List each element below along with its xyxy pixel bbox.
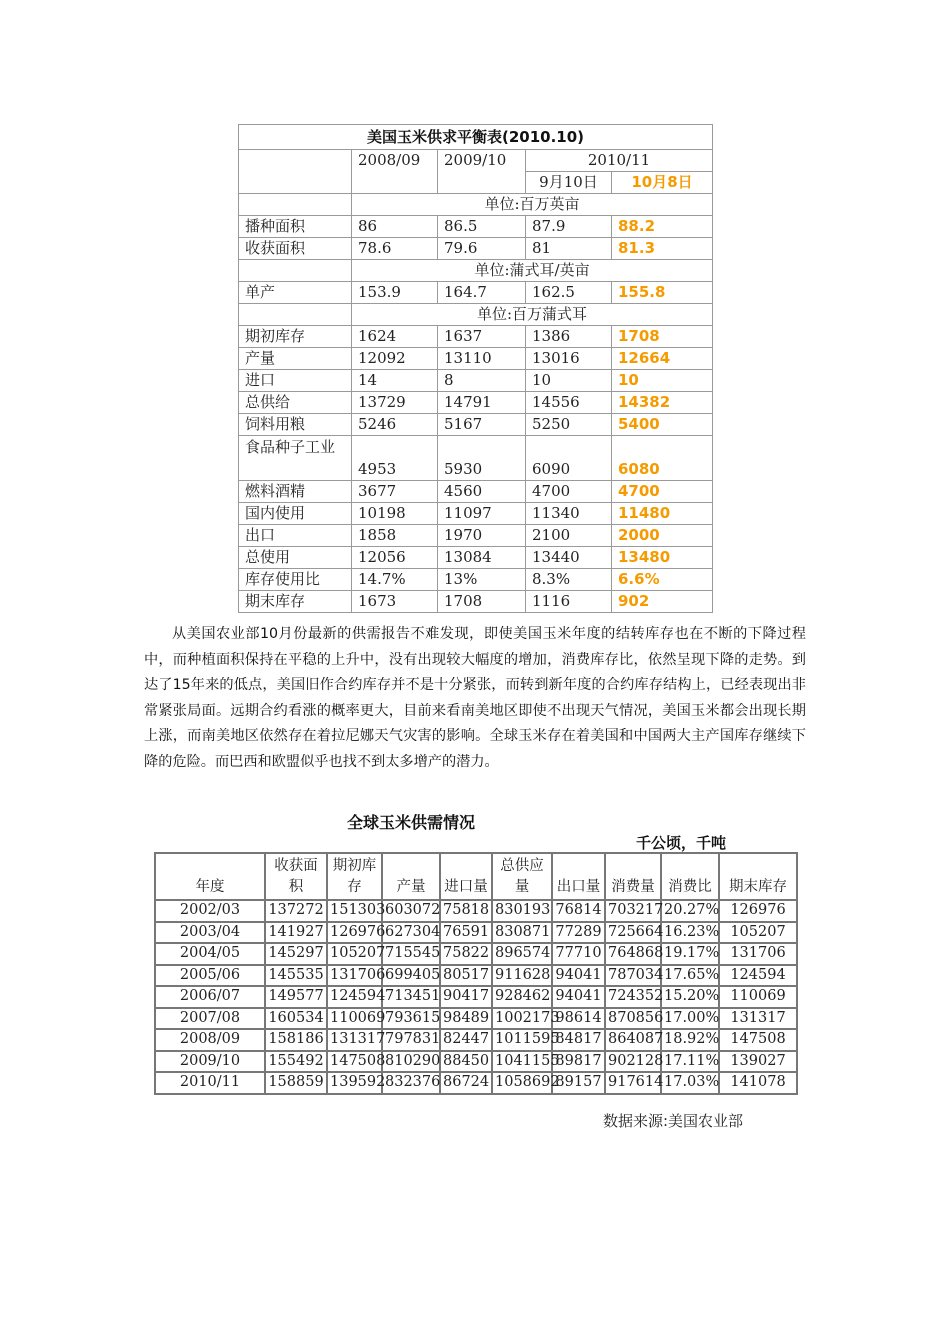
table2-cell: 131317: [327, 1029, 382, 1051]
table1-cell: 4700: [612, 481, 713, 503]
table2-row: [155, 1029, 797, 1051]
table2-column-header: 进口量: [440, 853, 492, 900]
table1-year-2008: 2008/09: [352, 150, 438, 194]
table2-cell: 158859: [265, 1072, 327, 1094]
table1-cell: 86.5: [438, 216, 526, 238]
table2-cell: 131706: [719, 943, 797, 965]
table1-unit-label: 单位:蒲式耳/英亩: [352, 260, 713, 282]
table2-column-header: 总供应量: [492, 853, 552, 900]
table2-cell: 832376: [382, 1072, 440, 1094]
table1-row-label: 燃料酒精: [239, 481, 352, 503]
table1-row-label: 产量: [239, 348, 352, 370]
table1-row-label: 期末库存: [239, 591, 352, 613]
table1-row: [239, 569, 713, 591]
table2-title: 全球玉米供需情况: [347, 813, 476, 832]
table2-cell: 764868: [605, 943, 661, 965]
table2-cell: 725664: [605, 922, 661, 944]
table1-cell: 88.2: [612, 216, 713, 238]
table2-unit: 千公顷，千吨: [636, 834, 727, 852]
table2-cell: 160534: [265, 1008, 327, 1030]
table1-cell: 13%: [438, 569, 526, 591]
table1-cell: 13016: [526, 348, 612, 370]
table2-cell: 713451: [382, 986, 440, 1008]
table2-cell: 793615: [382, 1008, 440, 1030]
global-corn-table: [154, 852, 798, 1095]
table1-year-2010: 2010/11: [526, 150, 713, 172]
table2-cell: 17.03%: [661, 1072, 719, 1094]
table1-cell: 12664: [612, 348, 713, 370]
table2-cell: 126976: [327, 922, 382, 944]
table2-cell: 797831: [382, 1029, 440, 1051]
table2-year-cell: 2007/08: [155, 1008, 265, 1030]
table1-cell: 4953: [352, 436, 438, 481]
table1-cell: 6080: [612, 436, 713, 481]
table1-cell: 14791: [438, 392, 526, 414]
table1-row-label: 进口: [239, 370, 352, 392]
table2-cell: 20.27%: [661, 900, 719, 922]
table2-cell: 84817: [552, 1029, 605, 1051]
table2-cell: 105207: [719, 922, 797, 944]
table2-cell: 149577: [265, 986, 327, 1008]
table1-cell: 1708: [438, 591, 526, 613]
table2-row: [155, 965, 797, 987]
table2-column-header: 年度: [155, 853, 265, 900]
table2-cell: 75822: [440, 943, 492, 965]
table1-row: [239, 282, 713, 304]
table2-cell: 1058692: [492, 1072, 552, 1094]
table2-cell: 17.65%: [661, 965, 719, 987]
table2-cell: 896574: [492, 943, 552, 965]
table1-cell: 1637: [438, 326, 526, 348]
table1-cell: 8: [438, 370, 526, 392]
table1-row-label: 总使用: [239, 547, 352, 569]
table1-cell: 1858: [352, 525, 438, 547]
table2-cell: 830871: [492, 922, 552, 944]
table2-column-header: 消费比: [661, 853, 719, 900]
table1-unit-blank-cell: [239, 194, 352, 216]
table1-cell: 14: [352, 370, 438, 392]
table2-cell: 90417: [440, 986, 492, 1008]
table1-cell: 12056: [352, 547, 438, 569]
table1-cell: 86: [352, 216, 438, 238]
table1-row: [239, 238, 713, 260]
table1-cell: 902: [612, 591, 713, 613]
table2-row: [155, 1051, 797, 1073]
table2-cell: 1002173: [492, 1008, 552, 1030]
table2-year-cell: 2003/04: [155, 922, 265, 944]
table1-corner-cell: [239, 150, 352, 194]
table2-cell: 18.92%: [661, 1029, 719, 1051]
table2-row: [155, 1008, 797, 1030]
table2-cell: 110069: [719, 986, 797, 1008]
data-source: 数据来源:美国农业部: [603, 1112, 744, 1130]
table2-cell: 703217: [605, 900, 661, 922]
table2-cell: 724352: [605, 986, 661, 1008]
table2-cell: 917614: [605, 1072, 661, 1094]
table1-sub-sep10: 9月10日: [526, 172, 612, 194]
table2-cell: 864087: [605, 1029, 661, 1051]
table2-column-header: 产量: [382, 853, 440, 900]
table2-year-cell: 2005/06: [155, 965, 265, 987]
table1-unit-blank-cell: [239, 260, 352, 282]
table2-cell: 76591: [440, 922, 492, 944]
table2-cell: 88450: [440, 1051, 492, 1073]
table2-row: [155, 986, 797, 1008]
table2-cell: 715545: [382, 943, 440, 965]
table2-cell: 155492: [265, 1051, 327, 1073]
table1-row-label: 期初库存: [239, 326, 352, 348]
table2-cell: 16.23%: [661, 922, 719, 944]
table1-cell: 5250: [526, 414, 612, 436]
table1-row: [239, 414, 713, 436]
table1-cell: 1708: [612, 326, 713, 348]
table2-column-header: 期初库存: [327, 853, 382, 900]
table1-row: [239, 481, 713, 503]
table1-cell: 10198: [352, 503, 438, 525]
table2-year-cell: 2008/09: [155, 1029, 265, 1051]
table1-unit-row: [239, 304, 713, 326]
table1-cell: 13084: [438, 547, 526, 569]
table1-row-label: 出口: [239, 525, 352, 547]
table1-cell: 14556: [526, 392, 612, 414]
table1-row: [239, 525, 713, 547]
table1-row-label: 食品种子工业: [239, 436, 352, 481]
table1-cell: 5246: [352, 414, 438, 436]
table2-column-header: 消费量: [605, 853, 661, 900]
table2-cell: 15.20%: [661, 986, 719, 1008]
table1-unit-label: 单位:百万英亩: [352, 194, 713, 216]
table1-unit-label: 单位:百万蒲式耳: [352, 304, 713, 326]
table1-row: [239, 392, 713, 414]
us-corn-balance-table-container: [238, 124, 712, 613]
table1-cell: 5930: [438, 436, 526, 481]
global-corn-table-container: [154, 852, 796, 1095]
table1-cell: 11340: [526, 503, 612, 525]
table2-cell: 110069: [327, 1008, 382, 1030]
table2-cell: 126976: [719, 900, 797, 922]
table1-row-label: 播种面积: [239, 216, 352, 238]
table1-cell: 1386: [526, 326, 612, 348]
table1-row-label: 单产: [239, 282, 352, 304]
table1-cell: 87.9: [526, 216, 612, 238]
table1-row-label: 国内使用: [239, 503, 352, 525]
table1-row-label: 库存使用比: [239, 569, 352, 591]
table1-cell: 11480: [612, 503, 713, 525]
table1-cell: 11097: [438, 503, 526, 525]
table2-row: [155, 922, 797, 944]
table2-cell: 77710: [552, 943, 605, 965]
table2-cell: 151303: [327, 900, 382, 922]
table2-cell: 139592: [327, 1072, 382, 1094]
table1-cell: 8.3%: [526, 569, 612, 591]
table2-cell: 77289: [552, 922, 605, 944]
table1-row: [239, 591, 713, 613]
table2-cell: 158186: [265, 1029, 327, 1051]
table2-cell: 137272: [265, 900, 327, 922]
table2-cell: 603072: [382, 900, 440, 922]
table1-cell: 153.9: [352, 282, 438, 304]
table2-cell: 89157: [552, 1072, 605, 1094]
table2-year-cell: 2002/03: [155, 900, 265, 922]
table1-row: [239, 436, 713, 481]
table1-cell: 13110: [438, 348, 526, 370]
table1-cell: 79.6: [438, 238, 526, 260]
table2-cell: 131317: [719, 1008, 797, 1030]
table2-cell: 699405: [382, 965, 440, 987]
table1-cell: 6.6%: [612, 569, 713, 591]
table2-cell: 627304: [382, 922, 440, 944]
table2-cell: 928462: [492, 986, 552, 1008]
table2-cell: 787034: [605, 965, 661, 987]
table1-cell: 13729: [352, 392, 438, 414]
table1-year-2009: 2009/10: [438, 150, 526, 194]
table1-cell: 14382: [612, 392, 713, 414]
table2-cell: 911628: [492, 965, 552, 987]
table2-year-cell: 2006/07: [155, 986, 265, 1008]
table1-cell: 6090: [526, 436, 612, 481]
table2-year-cell: 2004/05: [155, 943, 265, 965]
table1-row: [239, 547, 713, 569]
table2-cell: 141078: [719, 1072, 797, 1094]
table2-cell: 145535: [265, 965, 327, 987]
table1-cell: 10: [526, 370, 612, 392]
table2-row: [155, 1072, 797, 1094]
table2-cell: 145297: [265, 943, 327, 965]
table2-row: [155, 943, 797, 965]
table2-cell: 80517: [440, 965, 492, 987]
table1-cell: 5400: [612, 414, 713, 436]
table2-header-row: [155, 853, 797, 900]
table2-cell: 810290: [382, 1051, 440, 1073]
table1-cell: 1970: [438, 525, 526, 547]
table2-cell: 870856: [605, 1008, 661, 1030]
table2-cell: 82447: [440, 1029, 492, 1051]
table2-cell: 17.00%: [661, 1008, 719, 1030]
table2-year-cell: 2010/11: [155, 1072, 265, 1094]
table1-row: [239, 216, 713, 238]
table1-row-label: 总供给: [239, 392, 352, 414]
table1-row-label: 饲料用粮: [239, 414, 352, 436]
table2-cell: 124594: [719, 965, 797, 987]
table1-cell: 1116: [526, 591, 612, 613]
table1-cell: 81.3: [612, 238, 713, 260]
table2-cell: 17.11%: [661, 1051, 719, 1073]
table1-cell: 81: [526, 238, 612, 260]
table2-column-header: 期末库存: [719, 853, 797, 900]
table1-cell: 12092: [352, 348, 438, 370]
table1-row: [239, 326, 713, 348]
table1-unit-row: [239, 194, 713, 216]
table1-title: 美国玉米供求平衡表(2010.10): [239, 125, 713, 150]
table2-cell: 147508: [327, 1051, 382, 1073]
table1-cell: 3677: [352, 481, 438, 503]
table1-unit-blank-cell: [239, 304, 352, 326]
table1-cell: 4560: [438, 481, 526, 503]
table2-column-header: 收获面积: [265, 853, 327, 900]
table2-cell: 89817: [552, 1051, 605, 1073]
table1-row-label: 收获面积: [239, 238, 352, 260]
table1-cell: 4700: [526, 481, 612, 503]
table2-cell: 94041: [552, 986, 605, 1008]
table1-sub-oct8: 10月8日: [612, 172, 713, 194]
table1-cell: 155.8: [612, 282, 713, 304]
table2-cell: 147508: [719, 1029, 797, 1051]
table2-year-cell: 2009/10: [155, 1051, 265, 1073]
table1-cell: 1673: [352, 591, 438, 613]
table1-row: [239, 370, 713, 392]
table1-cell: 13480: [612, 547, 713, 569]
table1-unit-row: [239, 260, 713, 282]
analysis-paragraph: 从美国农业部10月份最新的供需报告不难发现，即使美国玉米年度的结转库存也在不断的下降过程中，而种植面积保持在平稳的上升中，没有出现较大幅度的增加，消费库存比，依然呈现下降的走势。到达了15年来的低点，美国旧作合约库存并不是十分紧张，而转到新年度的合约库存结构上，已经表现出非常紧张局面。远期合约看涨的概率更大，目前来看南美地区即使不出现天气情况，美国玉米都会出现长期上涨，而南美地区依然存在着拉尼娜天气灾害的影响。全球玉米存在着美国和中国两大主产国库存继续下降的危险。而巴西和欧盟似乎也找不到太多增产的潜力。: [144, 626, 806, 770]
table2-cell: 830193: [492, 900, 552, 922]
table1-cell: 1624: [352, 326, 438, 348]
table1-cell: 2000: [612, 525, 713, 547]
table1-cell: 10: [612, 370, 713, 392]
table1-cell: 13440: [526, 547, 612, 569]
table1-cell: 162.5: [526, 282, 612, 304]
table2-cell: 1041155: [492, 1051, 552, 1073]
table1-row: [239, 348, 713, 370]
table2-cell: 141927: [265, 922, 327, 944]
table2-cell: 98614: [552, 1008, 605, 1030]
table2-cell: 902128: [605, 1051, 661, 1073]
table2-cell: 98489: [440, 1008, 492, 1030]
table2-cell: 86724: [440, 1072, 492, 1094]
table1-cell: 164.7: [438, 282, 526, 304]
table2-row: [155, 900, 797, 922]
us-corn-balance-table: [238, 124, 713, 613]
table2-cell: 75818: [440, 900, 492, 922]
table2-cell: 1011595: [492, 1029, 552, 1051]
table2-cell: 19.17%: [661, 943, 719, 965]
table2-cell: 124594: [327, 986, 382, 1008]
table1-cell: 5167: [438, 414, 526, 436]
table2-column-header: 出口量: [552, 853, 605, 900]
table1-cell: 2100: [526, 525, 612, 547]
table1-row: [239, 503, 713, 525]
table2-cell: 131706: [327, 965, 382, 987]
table1-cell: 14.7%: [352, 569, 438, 591]
table2-cell: 94041: [552, 965, 605, 987]
table2-cell: 105207: [327, 943, 382, 965]
table2-cell: 76814: [552, 900, 605, 922]
table2-cell: 139027: [719, 1051, 797, 1073]
table1-cell: 78.6: [352, 238, 438, 260]
